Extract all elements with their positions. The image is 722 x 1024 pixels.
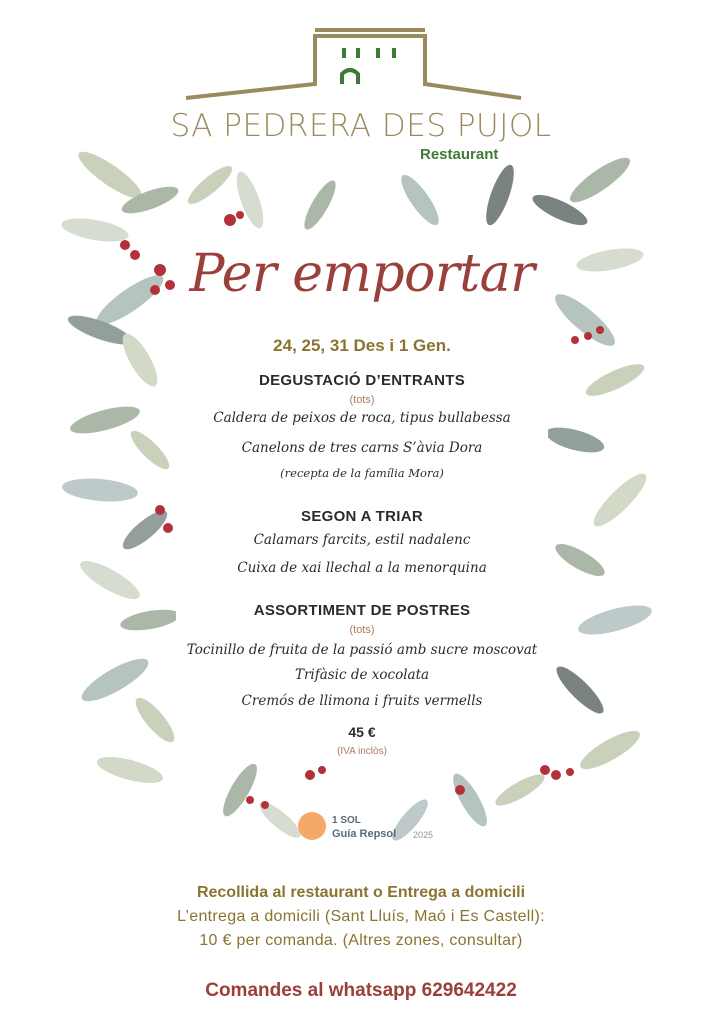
- section-note-desserts: (tots): [349, 624, 375, 636]
- dish-item: Calamars farcits, estil nadalenc: [253, 532, 471, 548]
- delivery-price-line: 10 € per comanda. (Altres zones, consultar): [199, 932, 523, 949]
- pickup-heading: Recollida al restaurant o Entrega a domicili: [196, 884, 526, 901]
- menu-dates: 24, 25, 31 Des i 1 Gen.: [273, 336, 451, 355]
- section-heading-desserts: ASSORTIMENT DE POSTRES: [253, 602, 471, 619]
- restaurant-logo-mark: [180, 18, 530, 103]
- sun-icon: [298, 812, 326, 840]
- section-heading-starters: DEGUSTACIÓ D’ENTRANTS: [258, 372, 466, 389]
- dish-item: Canelons de tres carns S’àvia Dora: [241, 440, 483, 456]
- price-note: (IVA inclòs): [337, 746, 387, 757]
- section-note-starters: (tots): [349, 394, 375, 406]
- dish-item: Caldera de peixos de roca, tipus bullabessa: [213, 410, 511, 426]
- menu-card: [176, 236, 548, 764]
- restaurant-name: SA PEDRERA DES PUJOL: [170, 108, 552, 144]
- whatsapp-order-line: Comandes al whatsapp 629642422: [205, 980, 517, 1001]
- section-heading-mains: SEGON A TRIAR: [301, 508, 423, 525]
- restaurant-subtitle: Restaurant: [420, 146, 499, 163]
- dish-item: Tocinillo de fruita de la passió amb sucre moscovat: [186, 642, 538, 658]
- dish-item: Cremós de llimona i fruits vermells: [241, 693, 483, 709]
- badge-year: 2025: [413, 830, 434, 840]
- dish-item: Cuixa de xai llechal a la menorquina: [237, 560, 487, 576]
- badge-brand: Guía Repsol: [332, 828, 397, 840]
- menu-price: 45 €: [348, 724, 376, 740]
- menu-title: Per emportar: [189, 244, 535, 304]
- dish-note: (recepta de la família Mora): [280, 466, 444, 480]
- badge-sun-count: 1 SOL: [332, 815, 361, 826]
- dish-item: Trifàsic de xocolata: [294, 667, 430, 683]
- delivery-info-line: L’entrega a domicili (Sant Lluís, Maó i Es Castell):: [177, 908, 545, 925]
